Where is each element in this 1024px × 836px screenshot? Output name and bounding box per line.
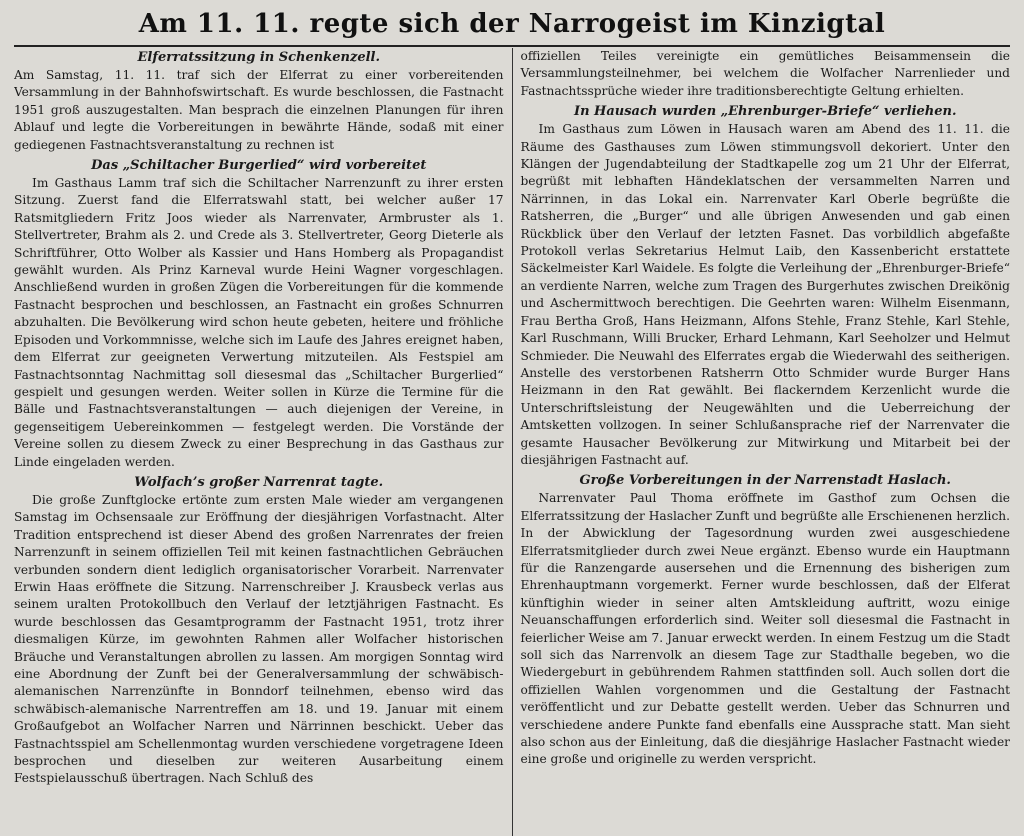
left-column: [14, 48, 512, 836]
paragraph-wolfach-continued: offiziellen Teiles vereinigte ein gemütliches Beisammensein die Versammlungsteilnehmer, bei welchem die Wolfacher Narrenlieder und Fastnachtssprüche wieder ihre traditionsberechtigte Geltung erhielten.: [520, 49, 1010, 98]
article-columns: [14, 48, 1010, 836]
paragraph-wolfach: Die große Zunftglocke ertönte zum ersten Male wieder am vergangenen Samstag im Ochsensaale zur Eröffnung der diesjährigen Vorfastnacht. Alter Tradition entsprechend ist dieser Abend des großen Narrenrates der freien Narrenzunft in seinem offiziellen Teil mit keinen fastnachtlichen Gebräuchen verbunden sondern dient lediglich organisatorischer Vorarbeit. Narrenvater Erwin Haas eröffnete die Sitzung. Narrenschreiber J. Krausbeck verlas aus seinem uralten Protokollbuch den Verlauf der letztjährigen Fastnacht. Es wurde beschlossen das Gesamtprogramm der Fastnacht 1951, trotz ihrer diesmaligen Kürze, im gewohnten Rahmen aller Wolfacher historischen Bräuche und Veranstaltungen abrollen zu lassen. Am morgigen Sonntag wird eine Abordnung der Zunft bei der Generalversammlung der schwäbisch-alemanischen Narrenzünfte in Bonndorf teilnehmen, ebenso wird das schwäbisch-alemanische Narrentreffen am 18. und 19. Januar mit einem Großaufgebot an Wolfacher Narren und Närrinnen beschickt. Ueber das Fastnachtsspiel am Schellenmontag wurden verschiedene vorgetragene Ideen besprochen und dieselben zur weiteren Ausarbeitung einem Festspielausschuß übertragen. Nach Schluß des: [14, 492, 504, 786]
paragraph-schiltach: Im Gasthaus Lamm traf sich die Schiltacher Narrenzunft zu ihrer ersten Sitzung. Zuerst fand die Elferratswahl statt, bei welcher außer 17 Ratsmitgliedern Fritz Joos wieder als Narrenvater, Armbruster als 1. Stellvertreter, Brahm als 2. und Crede als 3. Stellvertreter, Georg Dieterle als Schriftführer, Otto Wolber als Kassier und Hans Homberg als Propagandist gewählt wurden. Als Prinz Karneval wurde Heini Wagner vorgeschlagen. Anschließend wurden in großen Zügen die Vorbereitungen für die kommende Fastnacht besprochen und beschlossen, an Fastnacht ein großes Schnurren abzuhalten. Die Bevölkerung wird schon heute gebeten, heitere und fröhliche Episoden und Vorkommnisse, welche sich im Laufe des Jahres ereignet haben, dem Elferrat zur geeigneten Verwertung mitzuteilen. Als Festspiel am Fastnachtsonntag Nachmittag soll diesesmal das „Schiltacher Burgerlied“ gespielt und gesungen werden. Weiter sollen in Kürze die Termine für die Bälle und Fastnachtsveranstaltungen — auch diejenigen der Vereine, in gegenseitigem Uebereinkommen — festgelegt werden. Die Vorstände der Vereine sollen zu diesem Zweck zu einer Besprechung in das Gasthaus zur Linde eingeladen werden.: [14, 176, 504, 469]
paragraph-schenkenzell: Am Samstag, 11. 11. traf sich der Elferrat zu einer vorbereitenden Versammlung in der Bahnhofswirtschaft. Es wurde beschlossen, die Fastnacht 1951 groß auszugestalten. Man besprach die einzelnen Planungen für ihren Ablauf und legte die Vorbereitungen in bewährte Hände, sodaß mit einer gediegenen Fastnachtsveranstaltung zu rechnen ist: [14, 68, 504, 152]
section-title-schiltach: Das „Schiltacher Burgerlied“ wird vorbereitet: [91, 158, 427, 174]
paragraph-haslach: Narrenvater Paul Thoma eröffnete im Gasthof zum Ochsen die Elferratssitzung der Haslacher Zunft und begrüßte alle Erschienenen herzlich. In der Abwicklung der Tagesordnung wurden zwei ausgeschiedene Elferratsmitglieder durch zwei Neue ergänzt. Ebenso wurde ein Hauptmann für die Ranzengarde ausersehen und die Ernennung des bisherigen zum Ehrenhauptmann vorgemerkt. Ferner wurde beschlossen, daß der Elferat künftighin wieder in seiner alten Amtskleidung auftritt, wozu einige Neuanschaffungen erforderlich sind. Weiter soll diesesmal die Fastnacht in feierlicher Weise am 7. Januar erweckt werden. In einem Festzug um die Stadt soll sich das Narrenvolk an diesem Tage zur Stadthalle begeben, wo die Wiedergeburt in gebührendem Rahmen stattfinden soll. Auch sollen dort die offiziellen Wahlen vorgenommen und die Gestaltung der Fastnacht veröffentlicht und zur Debatte gestellt werden. Ueber das Schnurren und verschiedene andere Punkte fand ebenfalls eine Aussprache statt. Man sieht also schon aus der Einleitung, daß die diesjährige Haslacher Fastnacht wieder eine große und originelle zu werden verspricht.: [520, 491, 1010, 767]
section-title-wolfach: Wolfach’s großer Narrenrat tagte.: [134, 474, 384, 490]
section-title-schenkenzell: Elferratssitzung in Schenkenzell.: [137, 50, 380, 65]
section-title-haslach: Große Vorbereitungen in der Narrenstadt Haslach.: [579, 473, 951, 489]
paragraph-hausach: Im Gasthaus zum Löwen in Hausach waren am Abend des 11. 11. die Räume des Gasthauses zum Löwen stimmungsvoll dekoriert. Unter den Klängen der Jugendabteilung der Stadtkapelle zog um 21 Uhr der Elferrat, begrüßt mit lebhaften Händeklatschen der versammelten Narren und Närrinnen, in das Lokal ein. Narrenvater Karl Oberle begrüßte die Ratsherren, die „Burger“ und alle übrigen Anwesenden und gab einen Rückblick über den Verlauf der letzten Fasnet. Das vorbildlich abgefaßte Protokoll verlas Sekretarius Helmut Laib, den Kassenbericht erstattete Säckelmeister Karl Waidele. Es folgte die Verleihung der „Ehrenburger-Briefe“ an verdiente Narren, welche zum Tragen des Burgerhutes zwischen Dreikönig und Aschermittwoch berechtigen. Die Geehrten waren: Wilhelm Eisenmann, Frau Bertha Groß, Hans Heizmann, Alfons Stehle, Franz Stehle, Karl Stehle, Karl Ruschmann, Willi Brucker, Erhard Lehmann, Karl Seeholzer und Helmut Schmieder. Die Neuwahl des Elferrates ergab die Wiederwahl des seitherigen. Anstelle des verstorbenen Ratsherrn Otto Schmider wurde Burger Hans Heizmann in den Rat gewählt. Bei flackerndem Kerzenlicht wurde die Unterschriftsleistung der Neugewählten und die Ueberreichung der Amtsketten vollzogen. In seiner Schlußansprache rief der Narrenvater die gesamte Hausacher Bevölkerung zur Mitwirkung und Mitarbeit bei der diesjährigen Fastnacht auf.: [520, 122, 1010, 467]
headline-rule: [14, 45, 1010, 47]
section-title-hausach: In Hausach wurden „Ehrenburger-Briefe“ verliehen.: [573, 104, 957, 120]
right-column: [513, 48, 1011, 836]
page-headline: Am 11. 11. regte sich der Narrogeist im Kinzigtal: [138, 9, 886, 39]
